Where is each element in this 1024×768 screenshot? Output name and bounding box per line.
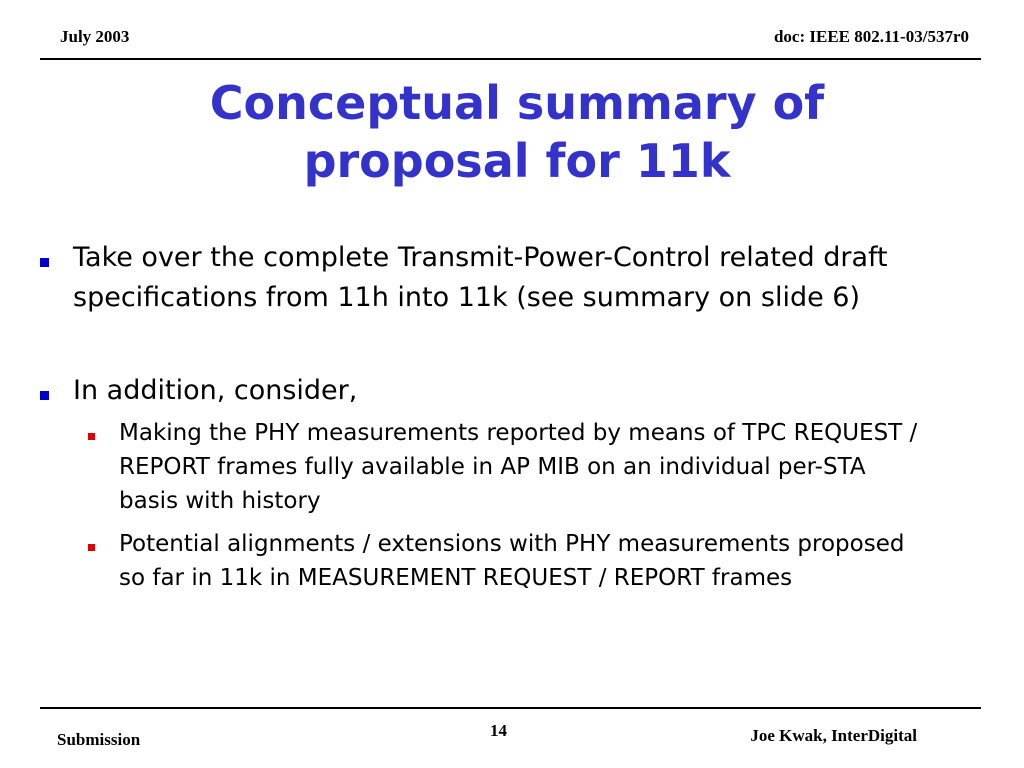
header-date: July 2003 <box>60 27 130 46</box>
footer-divider <box>40 707 981 709</box>
bullet-item: In addition, consider, <box>73 375 358 406</box>
square-bullet-icon <box>40 391 49 400</box>
sub-bullet-item: Potential alignments / extensions with PHY measurements proposed so far in 11k in MEASUREMENT REQUEST / REPORT frames <box>119 531 905 591</box>
slide-title <box>0 74 1024 190</box>
bullet-item: Take over the complete Transmit-Power-Control related draft specifications from 11h into 11k (see summary on slide 6) <box>73 242 888 313</box>
footer-author: Joe Kwak, InterDigital <box>750 726 917 745</box>
page-number: 14 <box>490 721 507 740</box>
sub-bullet-item: Making the PHY measurements reported by means of TPC REQUEST / REPORT frames fully available in AP MIB on an individual per-STA basis with history <box>119 420 918 514</box>
square-bullet-icon <box>88 433 95 440</box>
square-bullet-icon <box>88 544 95 551</box>
footer-submission: Submission <box>57 730 141 749</box>
header-divider <box>40 58 981 60</box>
header-doc-id: doc: IEEE 802.11-03/537r0 <box>773 27 969 46</box>
slide-title-line-2: proposal for 11k <box>303 134 731 188</box>
slide-title-line-1: Conceptual summary of <box>209 76 825 130</box>
square-bullet-icon <box>40 258 49 267</box>
